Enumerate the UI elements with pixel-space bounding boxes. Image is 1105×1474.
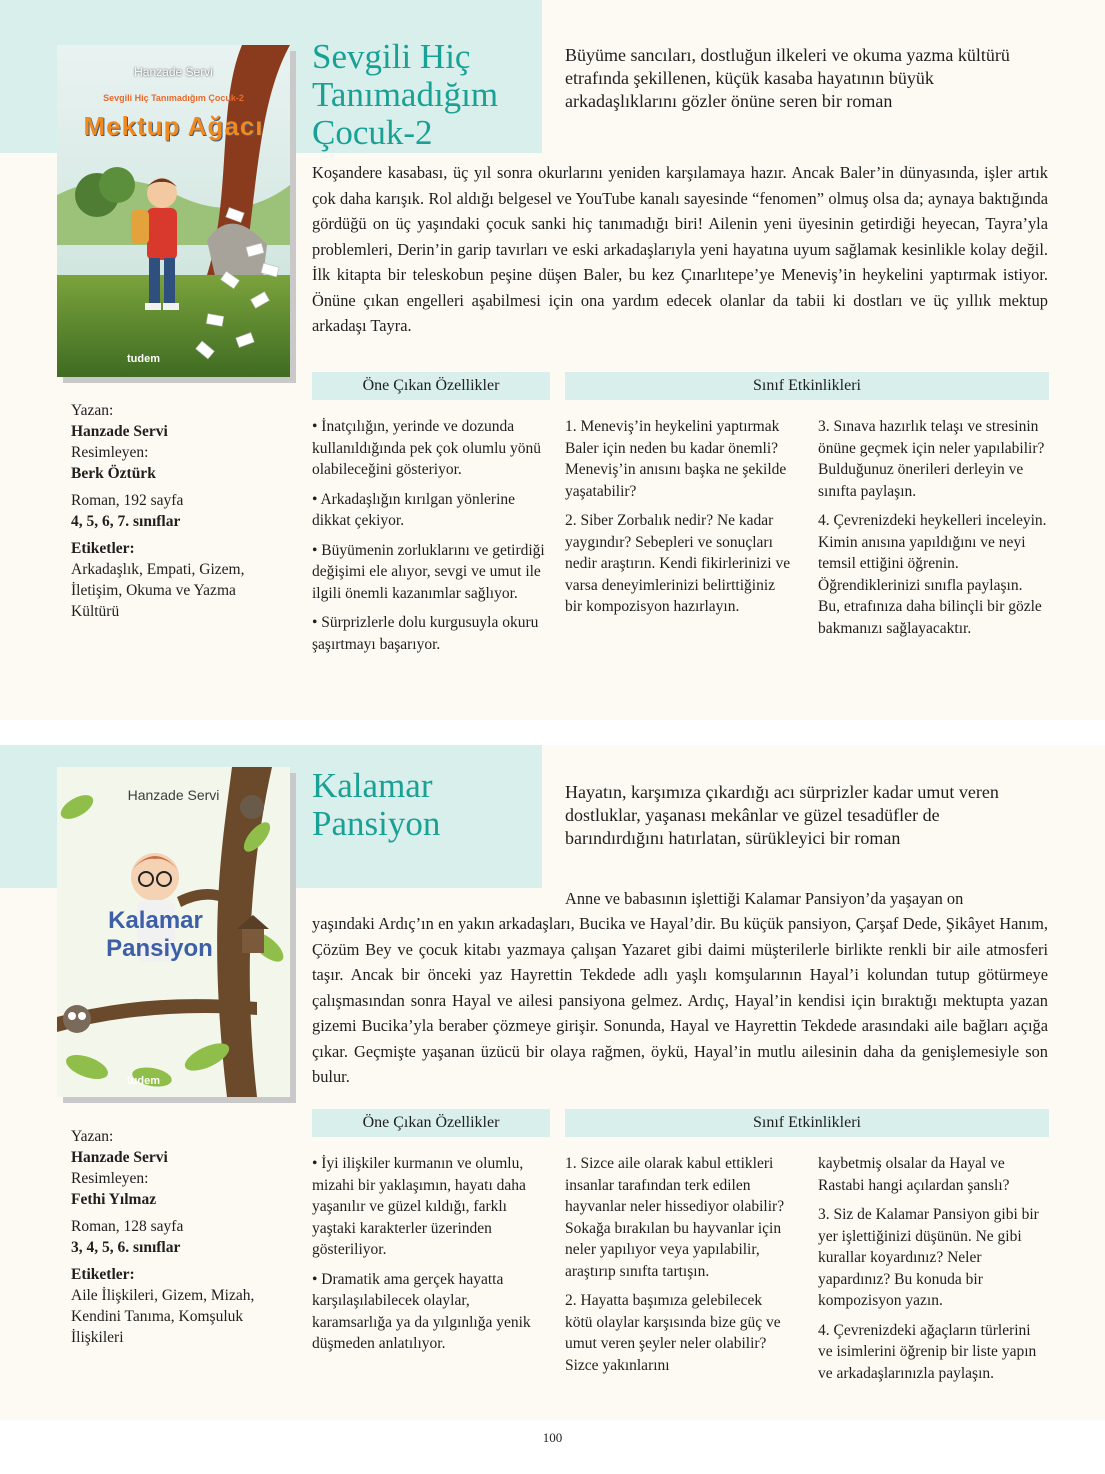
author-label: Yazan:	[71, 1128, 114, 1145]
activity-item: 4. Çevrenizdeki ağaçların türlerini ve isimlerini öğrenip bir liste yapın ve arkadaşlarınızla paylaşın.	[818, 1321, 1037, 1382]
book-format: Roman, 192 sayfa	[71, 492, 184, 509]
cover-title: Mektup Ağacı	[83, 111, 264, 141]
cover-author: Hanzade Servi	[127, 787, 220, 803]
activity-item: 2. Siber Zorbalık nedir? Ne kadar yaygındır? Sebepleri ve sonuçları nedir araştırın. Kendi fikirlerinizi ve varsa deneyimlerinizi belirttiğiniz bir kompozisyon hazırlayın.	[565, 512, 791, 615]
activities-column-1	[565, 416, 793, 626]
cover-title-line-2: Pansiyon	[106, 935, 213, 962]
book-summary: Koşandere kasabası, üç yıl sonra okurlarını yeniden karşılamaya hazır. Ancak Baler’in dünyasında, işler artık çok daha karışık. Rol aldığı belgesel ve YouTube kanalı sayesinde “fenomen” olmuş olsa da; aynaya baktığında gördüğü on üç yaşındaki çocuk sanki hiç tanımadığı biri! Ailenin yeni üyesinin getirdiği heyecan, Tayra’yla problemleri, Derin’in garip tavırları ve eski arkadaşlarıyla yeni hayatına uyum sağlamak kesinlikle kolay değil. İlk kitapta bir teleskobun peşine düşen Baler, bu kez Çınarlıtepe’ye Meneviş’in heykelini yaptırmak istiyor. Önüne çıkan engelleri aşabilmesi için ona yardım edecek olanlar da tabii ki dostları ve üç yıllık mektup arkadaşı Tayra.	[312, 163, 1048, 335]
cover-publisher: tudem	[127, 353, 160, 365]
book-info	[71, 400, 271, 622]
book-title	[312, 767, 440, 843]
book-subtitle: Hayatın, karşımıza çıkardığı acı sürprizler kadar umut veren dostluklar, yaşanası mekânlar ve güzel tesadüfler de barındırdığını hatırlatan, sürükleyici bir roman	[565, 782, 999, 848]
feature-item: • Dramatik ama gerçek hayatta karşılaşılabilecek olaylar, karamsarlığa ya da yılgınlığa yenik düşmeden anlatılıyor.	[312, 1270, 531, 1352]
book-cover-kalamar-pansiyon	[57, 767, 290, 1097]
illustrator-label: Resimleyen:	[71, 1170, 149, 1187]
grade-levels: 4, 5, 6, 7. sınıflar	[71, 513, 181, 530]
activity-item: 4. Çevrenizdeki heykelleri inceleyin. Kimin anısına yapıldığını ve neyi temsil ettiğini öğrenin. Öğrendiklerinizi sınıfla paylaşın. Bu, etrafınıza daha bilinçli bir gözle bakmanızı sağlayacaktır.	[818, 512, 1047, 637]
page-number: 100	[542, 1430, 563, 1445]
activities-column-2	[818, 416, 1048, 647]
book-section-2	[0, 745, 1105, 1420]
activities-column-2	[818, 1153, 1048, 1392]
book-summary: yaşındaki Ardıç’ın en yakın arkadaşları, Bucika ve Hayal’dir. Bu küçük pansiyon, Çarşaf Dede, Şikâyet Hanım, Çözüm Bey ve çocuk kitabı yazmaya çalışan Yazaret gibi daimi müşterilerle birlikte renkli bir aile atmosferi taşır. Ancak bir önceki yaz Hayrettin Tekdede adlı yaşlı komşularının Hayal’i kolundan tutup götürmeye çalışmasından sonra Hayal ve ailesi pansiyona gelmez. Ardıç, Hayal’in kendisi için bıraktığı mektupta yazan gizemi Bucika’yla beraber çözmeye girişir. Sonunda, Hayal ve Hayrettin Tekdede arasındaki aile bağları açığa çıkar. Geçmişte yaşanan üzücü bir olaya rağmen, öykü, Hayal’in mutlu ailesinin daha da genişlemesiyle son bulur.	[312, 914, 1048, 1086]
activity-item: 3. Siz de Kalamar Pansiyon gibi bir yer işlettiğinizi düşünün. Ne gibi kurallar koyardınız? Neler yapardınız? Bu konuda bir kompozisyon yazın.	[818, 1206, 1039, 1309]
features-list	[312, 1153, 552, 1363]
cover-title-line-1: Kalamar	[108, 907, 203, 934]
cover-author: Hanzade Servi	[134, 65, 213, 79]
cover-publisher: tudem	[127, 1075, 160, 1087]
feature-item: • Büyümenin zorluklarını ve getirdiği değişimi ele alıyor, sevgi ve umut ile ilgili önemli kazanımlar sağlıyor.	[312, 541, 545, 602]
book-cover-mektup-agaci	[57, 45, 290, 377]
activities-header: Sınıf Etkinlikleri	[565, 1109, 1049, 1137]
activity-item: 1. Meneviş’in heykelini yaptırmak Baler için neden bu kadar önemli? Meneviş’in anısını başka ne şekilde yaşatabilir?	[565, 418, 787, 500]
book-info	[71, 1126, 271, 1348]
features-list	[312, 416, 552, 663]
feature-item: • İyi ilişkiler kurmanın ve olumlu, mizahi bir yaklaşımın, hayatı daha yaşanılır ve güzel kıldığı, farklı yaştaki karakterler üzerinden gösteriliyor.	[312, 1155, 526, 1258]
author-name: Hanzade Servi	[71, 423, 168, 440]
book-title	[312, 38, 498, 152]
activity-item: kaybetmiş olsalar da Hayal ve Rastabi hangi açılardan şanslı?	[818, 1155, 1010, 1194]
grade-levels: 3, 4, 5, 6. sınıflar	[71, 1239, 181, 1256]
activity-item: 3. Sınava hazırlık telaşı ve stresinin önüne geçmek için neler yapılabilir? Bulduğunuz önerileri derleyin ve sınıfta paylaşın.	[818, 418, 1045, 500]
tags-label: Etiketler:	[71, 540, 135, 557]
title-line: Pansiyon	[312, 804, 441, 843]
illustrator-name: Berk Öztürk	[71, 465, 156, 482]
book-section-1	[0, 0, 1105, 720]
features-header: Öne Çıkan Özellikler	[312, 372, 550, 400]
feature-item: • Sürprizlerle dolu kurgusuyla okuru şaşırtmayı başarıyor.	[312, 614, 539, 653]
tags: Arkadaşlık, Empati, Gizem, İletişim, Okuma ve Yazma Kültürü	[71, 561, 245, 620]
activities-header: Sınıf Etkinlikleri	[565, 372, 1049, 400]
author-name: Hanzade Servi	[71, 1149, 168, 1166]
title-line: Çocuk-2	[312, 113, 433, 152]
illustrator-name: Fethi Yılmaz	[71, 1191, 157, 1208]
book-subtitle: Büyüme sancıları, dostluğun ilkeleri ve okuma yazma kültürü etrafında şekillenen, küçük kasaba hayatının büyük arkadaşlıklarını gözler önüne seren bir roman	[565, 45, 1010, 111]
feature-item: • İnatçılığın, yerinde ve dozunda kullanıldığında pek çok olumlu yönü olabileceğini gösteriyor.	[312, 418, 542, 478]
activities-column-1	[565, 1153, 793, 1384]
activity-item: 1. Sizce aile olarak kabul ettikleri insanlar tarafından terk edilen hayvanlar neler hissediyor olabilir? Sokağa bırakılan bu hayvanlar için neler yapılıyor veya yapılabilir, araştırıp sınıfta tartışın.	[565, 1155, 785, 1280]
author-label: Yazan:	[71, 402, 114, 419]
title-line: Tanımadığım	[312, 75, 499, 114]
tags: Aile İlişkileri, Gizem, Mizah, Kendini Tanıma, Komşuluk İlişkileri	[71, 1287, 255, 1346]
book-summary-first-line: Anne ve babasının işlettiği Kalamar Pansiyon’da yaşayan on	[565, 889, 964, 908]
cover-series: Sevgili Hiç Tanımadığım Çocuk-2	[103, 93, 244, 103]
title-line: Sevgili Hiç	[312, 37, 471, 76]
tags-label: Etiketler:	[71, 1266, 135, 1283]
features-header: Öne Çıkan Özellikler	[312, 1109, 550, 1137]
book-format: Roman, 128 sayfa	[71, 1218, 184, 1235]
title-line: Kalamar	[312, 766, 433, 805]
illustrator-label: Resimleyen:	[71, 444, 149, 461]
activity-item: 2. Hayatta başımıza gelebilecek kötü olaylar karşısında bize güç ve umut veren şeyler neler olabilir? Sizce yakınlarını	[565, 1292, 781, 1374]
feature-item: • Arkadaşlığın kırılgan yönlerine dikkat çekiyor.	[312, 490, 516, 529]
